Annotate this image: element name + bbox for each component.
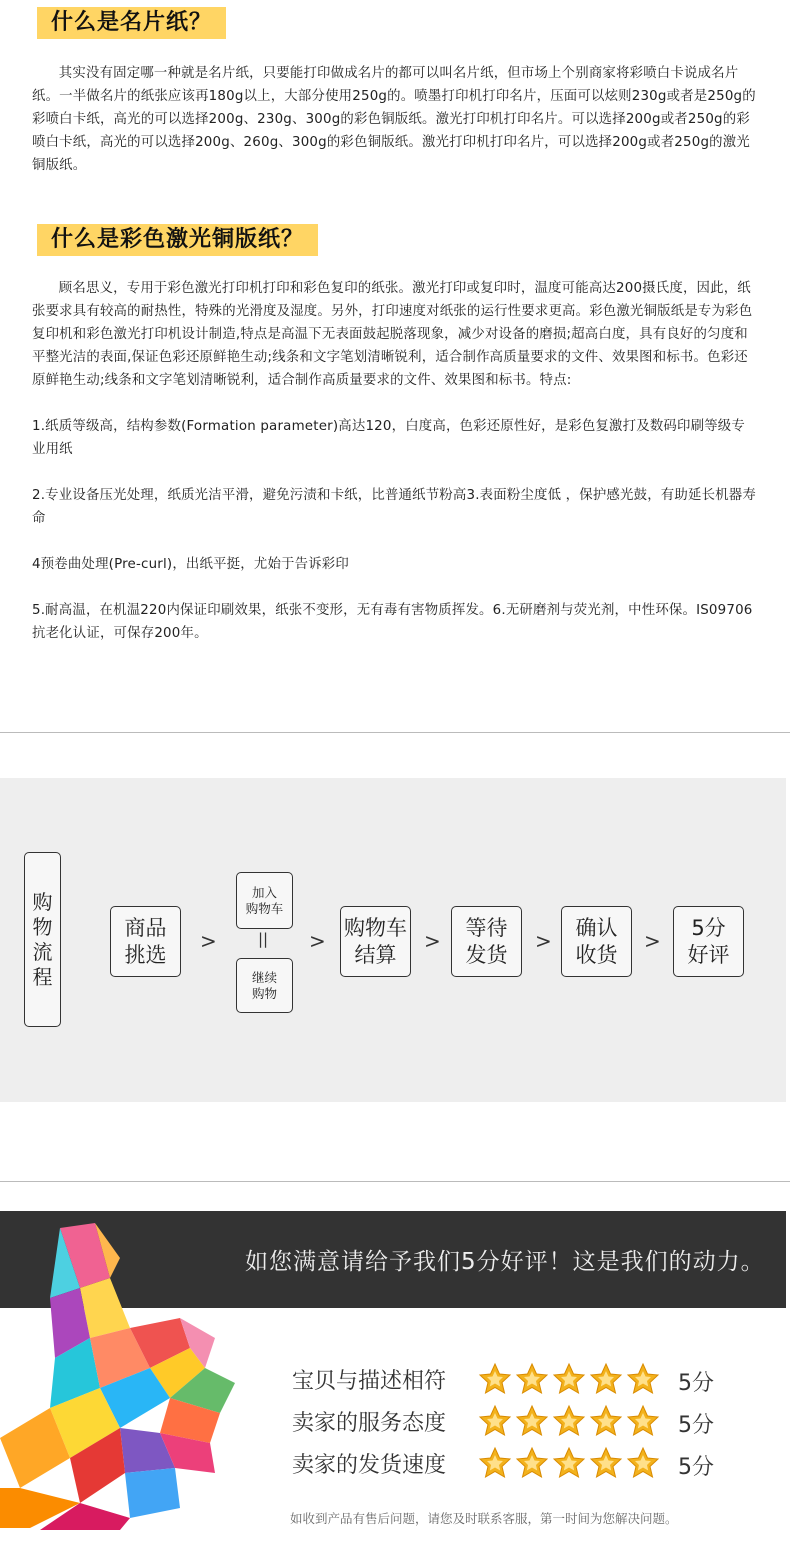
star-icon — [589, 1465, 626, 1484]
branch-separator: || — [258, 930, 269, 948]
step-checkout-label: 购物车 结算 — [344, 916, 407, 967]
section2-heading: 什么是彩色激光铜版纸？ — [37, 224, 318, 256]
star-icon — [552, 1465, 589, 1484]
step-await-shipping-label: 等待 发货 — [465, 916, 508, 967]
review-row-score-description: 5分 — [678, 1371, 714, 1396]
after-sales-note: 如收到产品有售后问题，请您及时联系客服，第一时间为您解决问题。 — [290, 1511, 678, 1526]
star-icon — [515, 1423, 552, 1442]
arrow-1: > — [200, 929, 217, 953]
thumbs-up-illustration — [0, 1218, 250, 1533]
step-select-goods-label: 商品 挑选 — [124, 916, 167, 967]
section1-heading: 什么是名片纸？ — [37, 7, 226, 39]
divider-top — [0, 732, 790, 733]
section1-paragraph — [32, 62, 756, 177]
divider-bottom — [0, 1181, 790, 1182]
review-row-score-service: 5分 — [678, 1413, 714, 1438]
process-title-text: 购物 流程 — [32, 889, 53, 989]
star-icon — [626, 1381, 663, 1400]
star-icon — [626, 1465, 663, 1484]
star-icon — [515, 1465, 552, 1484]
step-add-to-cart-label: 加入 购物车 — [245, 884, 284, 916]
star-icon — [478, 1381, 515, 1400]
section1-text: 其实没有固定哪一种就是名片纸，只要能打印做成名片的都可以叫名片纸，但市场上个别商家将彩喷白卡说成名片纸。一半做名片的纸张应该再180g以上，大部分使用250g的。喷墨打印机打印名片，压面可以炫则230g或者是250g的彩喷白卡纸，高光的可以选择200g、230g、300g的彩色铜版纸。激光打印机打印名片。可以选择200g或者250g的彩喷白卡纸，高光的可以选择200g、260g、300g的彩色铜版纸。激光打印机打印名片，可以选择200g或者250g的激光铜版纸。 — [32, 66, 756, 173]
step-continue-shopping — [236, 958, 293, 1013]
star-rating-service — [478, 1404, 664, 1438]
feature-point-3: 4预卷曲处理(Pre-curl)，出纸平挺，尤始于告诉彩印 — [32, 557, 349, 572]
feature-point-4: 5.耐高温，在机温220内保证印刷效果，纸张不变形，无有毒有害物质挥发。6.无研磨剂与荧光剂，中性环保。IS09706抗老化认证，可保存200年。 — [32, 603, 753, 641]
step-confirm-receipt — [561, 906, 632, 977]
arrow-2: > — [309, 929, 326, 953]
step-five-star-review — [673, 906, 744, 977]
section2-body — [32, 277, 756, 645]
step-checkout — [340, 906, 411, 977]
step-await-shipping — [451, 906, 522, 977]
step-confirm-receipt-label: 确认 收货 — [575, 916, 618, 967]
star-icon — [552, 1381, 589, 1400]
arrow-3: > — [424, 929, 441, 953]
star-icon — [589, 1381, 626, 1400]
star-icon — [478, 1465, 515, 1484]
step-select-goods — [110, 906, 181, 977]
star-icon — [552, 1423, 589, 1442]
step-add-to-cart — [236, 872, 293, 929]
review-row-label-description: 宝贝与描述相符 — [292, 1369, 447, 1394]
star-rating-description — [478, 1362, 664, 1396]
star-icon — [478, 1423, 515, 1442]
process-title — [24, 852, 61, 1027]
star-rating-shipping — [478, 1446, 664, 1480]
arrow-4: > — [535, 929, 552, 953]
star-icon — [515, 1381, 552, 1400]
section2-intro: 顾名思义，专用于彩色激光打印机打印和彩色复印的纸张。激光打印或复印时，温度可能高达200摄氏度，因此，纸张要求具有较高的耐热性，特殊的光滑度及湿度。另外，打印速度对纸张的运行性要求更高。彩色激光铜版纸是专为彩色复印机和彩色激光打印机设计制造,特点是高温下无表面鼓起脱落现象，减少对设备的磨损;超高白度，具有良好的匀度和平整光洁的表面,保证色彩还原鲜艳生动;线条和文字笔划清晰锐利，适合制作高质量要求的文件、效果图和标书。色彩还原鲜艳生动;线条和文字笔划清晰锐利，适合制作高质量要求的文件、效果图和标书。特点: — [32, 281, 753, 388]
step-continue-shopping-label: 继续 购物 — [251, 969, 277, 1001]
star-icon — [589, 1423, 626, 1442]
star-icon — [626, 1423, 663, 1442]
review-slogan: 如您满意请给予我们5分好评！这是我们的动力。 — [245, 1249, 765, 1275]
feature-point-1: 1.纸质等级高，结构参数(Formation parameter)高达120，白度高，色彩还原性好，是彩色复激打及数码印刷等级专业用纸 — [32, 419, 745, 457]
review-row-score-shipping: 5分 — [678, 1455, 714, 1480]
review-row-label-service: 卖家的服务态度 — [292, 1411, 447, 1436]
feature-point-2: 2.专业设备压光处理，纸质光洁平滑，避免污渍和卡纸，比普通纸节粉高3.表面粉尘度低 ，保护感光鼓，有助延长机器寿命 — [32, 488, 756, 526]
review-row-label-shipping: 卖家的发货速度 — [292, 1453, 447, 1478]
arrow-5: > — [644, 929, 661, 953]
step-five-star-review-label: 5分 好评 — [687, 916, 730, 967]
